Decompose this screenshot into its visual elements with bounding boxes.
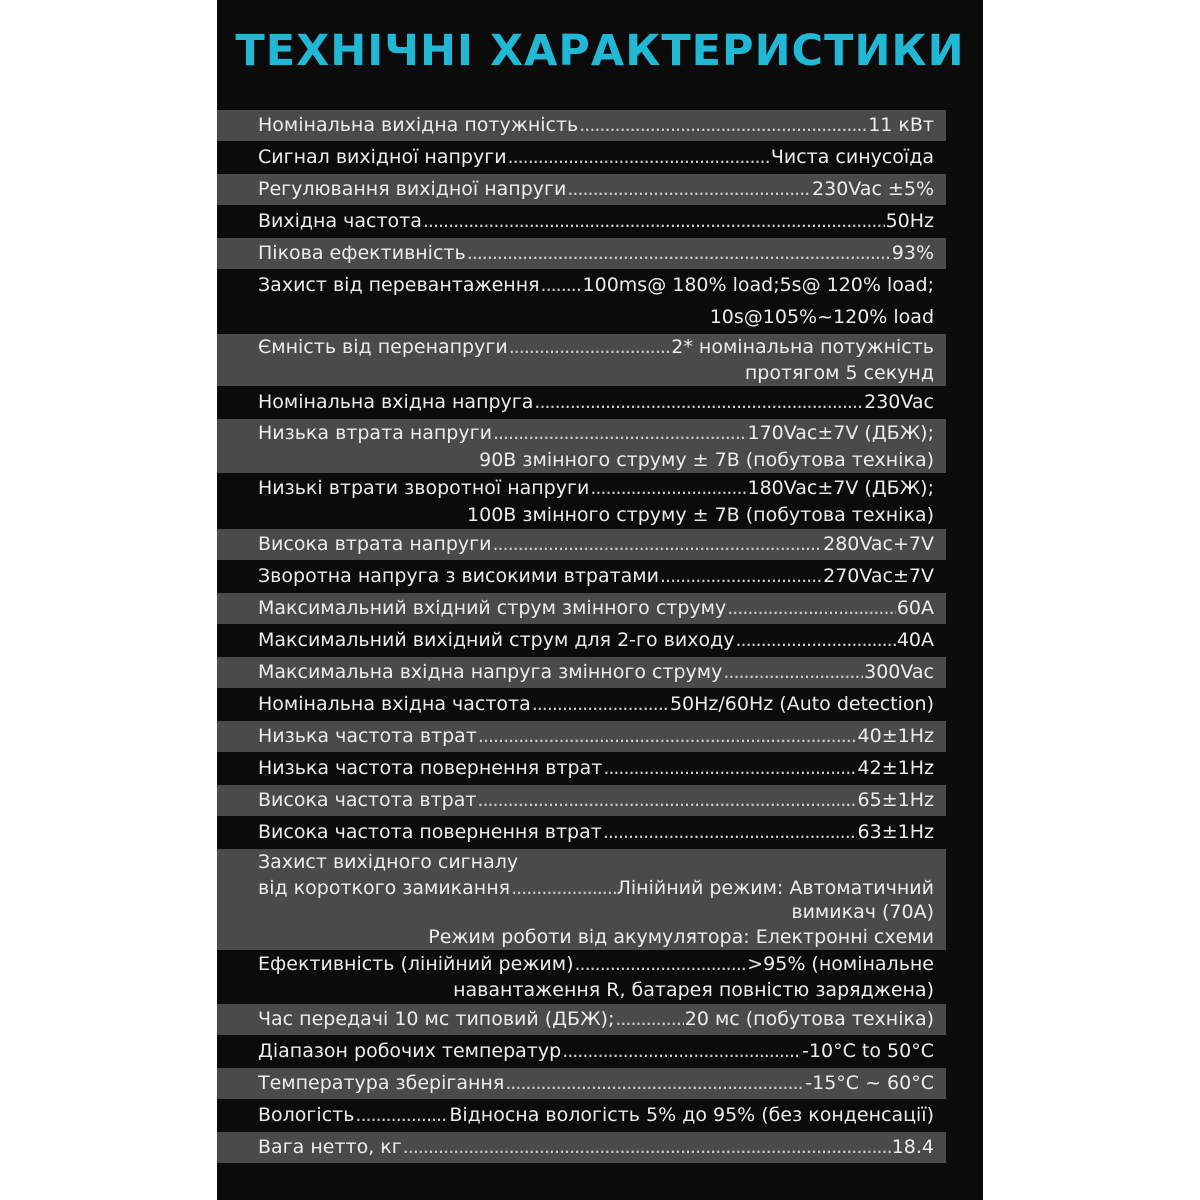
spec-row	[217, 785, 946, 816]
spec-label: Номінальна вхідна частота	[258, 693, 531, 715]
spec-row	[217, 238, 946, 269]
spec-row	[217, 1004, 946, 1035]
dot-leader	[467, 238, 891, 269]
spec-value: 100ms@ 180% load;5s@ 120% load;	[582, 274, 934, 296]
dot-leader	[511, 876, 616, 900]
spec-label: Ємність від перенапруги	[258, 336, 508, 358]
spec-label: Захист вихідного сигналу	[258, 851, 519, 873]
dot-leader	[355, 1100, 448, 1131]
dot-leader	[727, 593, 896, 624]
spec-value-continuation: протягом 5 секунд	[744, 362, 934, 384]
dot-leader	[575, 951, 747, 977]
spec-row	[217, 419, 946, 473]
spec-row	[217, 174, 946, 205]
spec-value: Лінійний режим: Автоматичний	[616, 877, 934, 899]
spec-value: 2* номінальна потужність	[671, 336, 934, 358]
spec-label: Пікова ефективність	[258, 242, 466, 264]
spec-row	[217, 657, 946, 688]
spec-value: 40A	[896, 629, 934, 651]
spec-label: Висока частота повернення втрат	[258, 821, 602, 843]
spec-row	[217, 561, 946, 592]
spec-label: Висока втрата напруги	[258, 533, 492, 555]
spec-row	[217, 876, 946, 950]
spec-label: Номінальна вихідна потужність	[258, 114, 579, 136]
spec-row	[217, 206, 946, 237]
spec-value: -10°C to 50°C	[802, 1040, 934, 1062]
dot-leader	[603, 817, 857, 848]
spec-value-continuation: вимикач (70A)	[791, 901, 934, 923]
spec-value: 180Vac±7V (ДБЖ);	[747, 477, 934, 499]
spec-row	[217, 1036, 946, 1067]
spec-row	[217, 1068, 946, 1099]
dot-leader	[423, 206, 885, 237]
spec-value: 65±1Hz	[857, 789, 934, 811]
spec-sheet-panel	[217, 0, 983, 1200]
spec-label: Ефективність (лінійний режим)	[258, 953, 574, 975]
dot-leader	[477, 785, 856, 816]
spec-label: Максимальна вхідна напруга змінного струму	[258, 661, 723, 683]
dot-leader	[723, 657, 863, 688]
spec-row	[217, 849, 946, 876]
spec-value: 230Vac ±5%	[812, 178, 934, 200]
spec-value: -15°C ~ 60°C	[805, 1072, 934, 1094]
spec-row	[217, 1132, 946, 1163]
dot-leader	[567, 174, 811, 205]
page-title: ТЕХНІЧНІ ХАРАКТЕРИСТИКИ	[235, 26, 965, 76]
spec-label: Час передачі 10 мс типовий (ДБЖ);	[258, 1008, 615, 1030]
dot-leader	[403, 1132, 891, 1163]
spec-value: 230Vac	[864, 391, 934, 413]
spec-value: 300Vac	[864, 661, 934, 683]
spec-row	[217, 721, 946, 752]
spec-row	[217, 951, 946, 1003]
spec-value: 11 кВт	[868, 114, 934, 136]
spec-value-continuation: 90В змінного струму ± 7В (побутова техніка)	[479, 449, 934, 471]
spec-value: 270Vac±7V	[823, 565, 934, 587]
dot-leader	[532, 689, 669, 720]
spec-row	[217, 334, 946, 386]
spec-row	[217, 593, 946, 624]
spec-label: Номінальна вхідна напруга	[258, 391, 534, 413]
spec-label: Висока частота втрат	[258, 789, 477, 811]
dot-leader	[493, 419, 747, 447]
dot-leader	[541, 270, 582, 301]
dot-leader	[509, 334, 671, 360]
spec-label: Низькі втрати зворотної напруги	[258, 477, 590, 499]
spec-label: Низька частота втрат	[258, 725, 477, 747]
spec-label: Вага нетто, кг	[258, 1136, 402, 1158]
dot-leader	[735, 625, 895, 656]
spec-row	[217, 753, 946, 784]
spec-label: Низька частота повернення втрат	[258, 757, 603, 779]
spec-row	[217, 387, 946, 418]
dot-leader	[492, 529, 822, 560]
dot-leader	[615, 1004, 683, 1035]
spec-value: 170Vac±7V (ДБЖ);	[747, 422, 934, 444]
spec-row	[217, 817, 946, 848]
spec-label: Низька втрата напруги	[258, 422, 492, 444]
spec-value: 18.4	[891, 1136, 934, 1158]
spec-row	[217, 625, 946, 656]
spec-value-continuation: Режим роботи від акумулятора: Електронні схеми	[428, 926, 934, 948]
spec-value: 93%	[891, 242, 934, 264]
spec-value: 50Hz	[885, 210, 934, 232]
spec-value: Чиста синусоїда	[770, 146, 934, 168]
spec-label: Зворотна напруга з високими втратами	[258, 565, 659, 587]
spec-label: Сигнал вихідної напруги	[258, 146, 507, 168]
spec-row	[217, 142, 946, 173]
dot-leader	[562, 1036, 801, 1067]
specs-table	[217, 110, 983, 1163]
spec-row	[217, 474, 946, 528]
spec-value: 20 мс (побутова техніка)	[684, 1008, 934, 1030]
spec-row	[217, 110, 946, 141]
spec-label: Вологість	[258, 1104, 355, 1126]
spec-row	[217, 1100, 946, 1131]
dot-leader	[660, 561, 822, 592]
spec-row	[217, 270, 946, 333]
spec-value: Відносна вологість 5% до 95% (без конденсації)	[449, 1104, 934, 1126]
spec-label: Регулювання вихідної напруги	[258, 178, 567, 200]
spec-value: 63±1Hz	[857, 821, 934, 843]
dot-leader	[603, 753, 856, 784]
spec-label: Максимальний вихідний струм для 2-го виходу	[258, 629, 735, 651]
spec-label: Вихідна частота	[258, 210, 422, 232]
dot-leader	[579, 110, 867, 141]
spec-label: Діапазон робочих температур	[258, 1040, 562, 1062]
spec-row	[217, 689, 946, 720]
spec-label: Захист від перевантаження	[258, 274, 540, 296]
spec-value: 60A	[896, 597, 934, 619]
spec-value-continuation: 100В змінного струму ± 7В (побутова техніка)	[467, 504, 934, 526]
dot-leader	[505, 1068, 804, 1099]
dot-leader	[478, 721, 857, 752]
spec-value: 50Hz/60Hz (Auto detection)	[669, 693, 934, 715]
dot-leader	[590, 474, 746, 502]
spec-label: Температура зберігання	[258, 1072, 505, 1094]
spec-label: Максимальний вхідний струм змінного струму	[258, 597, 727, 619]
spec-row	[217, 529, 946, 560]
spec-value-continuation: навантаження R, батарея повністю заряджена)	[453, 979, 934, 1001]
spec-value-continuation: 10s@105%~120% load	[709, 306, 934, 328]
spec-value: 40±1Hz	[857, 725, 934, 747]
spec-value: 280Vac+7V	[823, 533, 934, 555]
spec-label: від короткого замикання	[258, 877, 511, 899]
dot-leader	[508, 142, 770, 173]
spec-value: 42±1Hz	[857, 757, 934, 779]
dot-leader	[534, 387, 863, 418]
spec-value: >95% (номінальне	[747, 953, 934, 975]
